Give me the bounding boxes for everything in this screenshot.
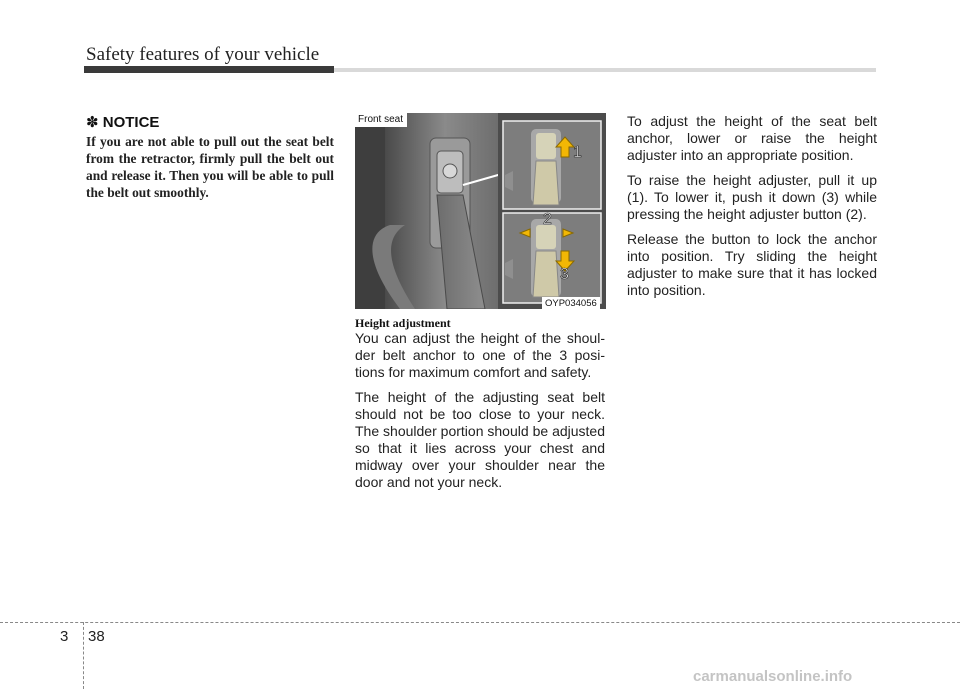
illustration-drawing (355, 113, 606, 309)
watermark: carmanualsonline.info (693, 668, 853, 685)
paragraph: You can adjust the height of the shoul-der belt anchor to one of the 3 posi-tions for maximum comfort and safety. (355, 330, 605, 380)
page-number: 38 (88, 628, 105, 645)
figure-label: Front seat (355, 113, 407, 127)
paragraph: To adjust the height of the seat belt anchor, lower or raise the height adjuster into an appropriate position. (627, 113, 877, 163)
notice-body: If you are not able to pull out the seat belt from the retractor, firmly pull the belt out and release it. Then you will be able to pull the belt out smoothly. (86, 134, 334, 200)
section-title: Safety features of your vehicle (86, 44, 320, 65)
callout-2: 2 (543, 211, 552, 228)
notice-heading: ✽ NOTICE (86, 114, 160, 131)
figure-title: Height adjustment (355, 316, 451, 330)
footer-divider (83, 622, 84, 689)
footer-rule (0, 622, 960, 623)
seat-belt-height-illustration (355, 113, 606, 309)
callout-3: 3 (560, 266, 569, 283)
middle-column-text (355, 330, 605, 499)
paragraph: The height of the adjusting seat belt should not be too close to your neck. The shoulder portion should be adjusted so that it lies across your chest and midway over your shoulder near the door and not your neck. (355, 389, 605, 490)
right-column-text (627, 113, 877, 307)
paragraph: To raise the height adjuster, pull it up (1). To lower it, push it down (3) while pressing the height adjuster button (2). (627, 172, 877, 222)
paragraph: Release the button to lock the anchor into position. Try sliding the height adjuster to make sure that it has locked into position. (627, 231, 877, 298)
chapter-number: 3 (60, 628, 69, 645)
figure-code: OYP034056 (542, 297, 600, 310)
header-rule-accent (84, 66, 334, 73)
callout-1: 1 (573, 144, 582, 161)
